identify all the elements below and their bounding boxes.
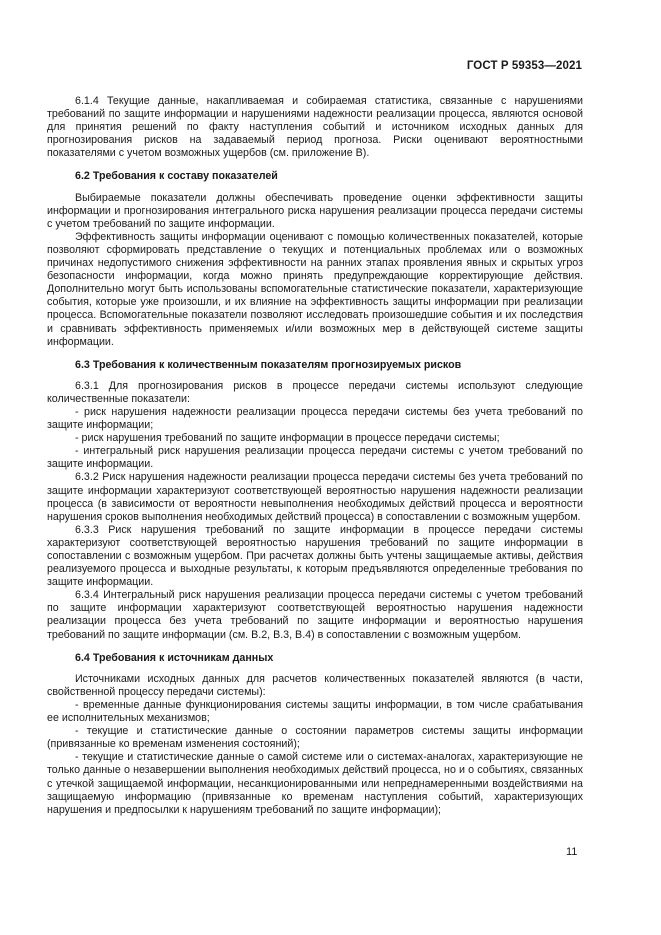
list-item-6-3-1-a: - риск нарушения надежности реализации процесса передачи системы без учета требований по защите информации; xyxy=(47,405,583,432)
document-body xyxy=(47,95,583,817)
paragraph-6-3-3: 6.3.3 Риск нарушения требований по защите информации в процессе передачи системы характеризуют соответствующей вероятностью нарушения требований по защите информации в сопоставлении с возможным ущербом. При расчетах должны быть учтены защищаемые активы, действия реализуемого процесса и выходные результаты, к которым предъявляются определенные требования по защите информации. xyxy=(47,523,583,589)
standard-code-header: ГОСТ Р 59353—2021 xyxy=(466,60,582,72)
paragraph-6-3-4: 6.3.4 Интегральный риск нарушения реализации процесса передачи системы с учетом требований по защите информации характеризуют соответствующей вероятностью нарушения надежности реализации процесса без учета требований по защите информации и вероятностью нарушения требований по защите информации (см. В.2, В.3, В.4) в сопоставлении с возможным ущербом. xyxy=(47,589,583,641)
paragraph-6-3-1: 6.3.1 Для прогнозирования рисков в процессе передачи системы используют следующие количественные показатели: xyxy=(47,379,583,405)
heading-6-4: 6.4 Требования к источникам данных xyxy=(75,651,274,664)
list-item-6-4-c: - текущие и статистические данные о самой системе или о системах-аналогах, характеризующие не только данные о незавершении выполнения необходимых действий процесса, но и о событиях, связанных с утечкой защищаемой информации, несанкционированными или непреднамеренными воздействиями на защищаемую информацию (привязанные ко временам наступления событий, характеризующих нарушения и предпосылки к нарушениям требований по защите информации); xyxy=(47,751,583,816)
paragraph-6-3-2: 6.3.2 Риск нарушения надежности реализации процесса передачи системы без учета требований по защите информации характеризуют соответствующей вероятностью нарушения надежности реализации процесса (в зависимости от вероятности невыполнения необходимых действий процесса и вероятности нарушения сроков выполнения необходимых действий процесса) в сопоставлении с возможным ущербом. xyxy=(47,471,583,523)
list-item-6-4-a: - временные данные функционирования системы защиты информации, в том числе срабатывания ее исполнительных механизмов; xyxy=(47,698,583,725)
heading-6-2: 6.2 Требования к составу показателей xyxy=(75,170,278,183)
list-item-6-4-b: - текущие и статистические данные о состоянии параметров системы защиты информации (привязанные ко временам изменения состояний); xyxy=(47,725,583,751)
paragraph-6-1-4: 6.1.4 Текущие данные, накапливаемая и собираемая статистика, связанные с нарушениями требований по защите информации и нарушениями надежности реализации процесса, являются основой для принятия решений по факту наступления событий и источником исходных данных для прогнозирования рисков на задаваемый период прогноза. Риски оценивают вероятностными показателями с учетом возможных ущербов (см. приложение В). xyxy=(47,95,583,160)
paragraph-6-2-b: Эффективность защиты информации оценивают с помощью количественных показателей, которые позволяют сформировать представление о текущих и потенциальных проблемах или о возможных причинах недопустимого снижения эффективности на ранних этапах проявления явных и скрытых угроз безопасности информации, когда можно принять предупреждающие корректирующие действия. Дополнительно могут быть использованы вспомогательные статистические показатели, характеризующие события, которые уже произошли, и их влияние на эффективность защиты информации при реализации процесса. Вспомогательные показатели позволяют исследовать произошедшие события и их последствия и сравнивать эффективность применяемых и/или возможных мер в действующей системе защиты информации. xyxy=(47,230,583,348)
paragraph-6-4: Источниками исходных данных для расчетов количественных показателей являются (в части, свойственной процессу передачи системы): xyxy=(47,672,583,698)
heading-6-3: 6.3 Требования к количественным показателям прогнозируемых рисков xyxy=(75,358,462,371)
page-number: 11 xyxy=(566,846,578,858)
paragraph-6-2-a: Выбираемые показатели должны обеспечивать проведение оценки эффективности защиты информации и прогнозирования интегрального риска нарушения реализации процесса передачи системы с учетом требований по защите информации. xyxy=(47,191,583,230)
list-item-6-3-1-c: - интегральный риск нарушения реализации процесса передачи системы с учетом требований по защите информации. xyxy=(47,445,583,471)
list-item-6-3-1-b: - риск нарушения требований по защите информации в процессе передачи системы; xyxy=(75,432,500,445)
